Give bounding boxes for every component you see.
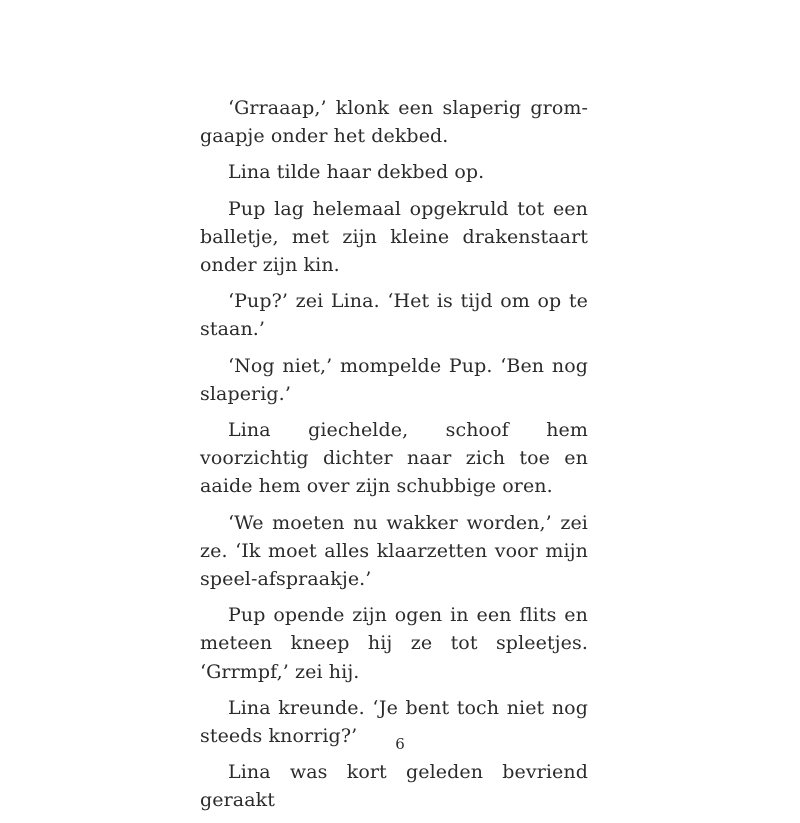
paragraph: ‘Grraaap,’ klonk een slaperig grom-gaapje onder het dekbed. (200, 97, 588, 148)
paragraph: Lina giechelde, schoof hem voorzichtig dichter naar zich toe en aaide hem over zijn schubbige oren. (200, 419, 588, 498)
paragraph: Pup lag helemaal opgekruld tot een balletje, met zijn kleine drakenstaart onder zijn kin. (200, 197, 588, 277)
page-number: 6 (395, 735, 405, 753)
paragraph: Lina tilde haar dekbed op. (228, 161, 485, 184)
paragraph: ‘Nog niet,’ mompelde Pup. ‘Ben nog slaperig.’ (200, 354, 588, 405)
body-text (200, 94, 588, 823)
paragraph: Lina kreunde. ‘Je bent toch niet nog steeds knorrig?’ (200, 696, 588, 748)
paragraph: ‘We moeten nu wakker worden,’ zei ze. ‘Ik moet alles klaarzetten voor mijn speel-afspraakje.’ (200, 511, 588, 591)
paragraph: Lina was kort geleden bevriend geraakt (200, 761, 588, 812)
paragraph: Pup opende zijn ogen in een flits en meteen kneep hij ze tot spleetjes. ‘Grrmpf,’ zei hij. (200, 604, 588, 683)
paragraph: ‘Pup?’ zei Lina. ‘Het is tijd om op te staan.’ (200, 290, 588, 341)
